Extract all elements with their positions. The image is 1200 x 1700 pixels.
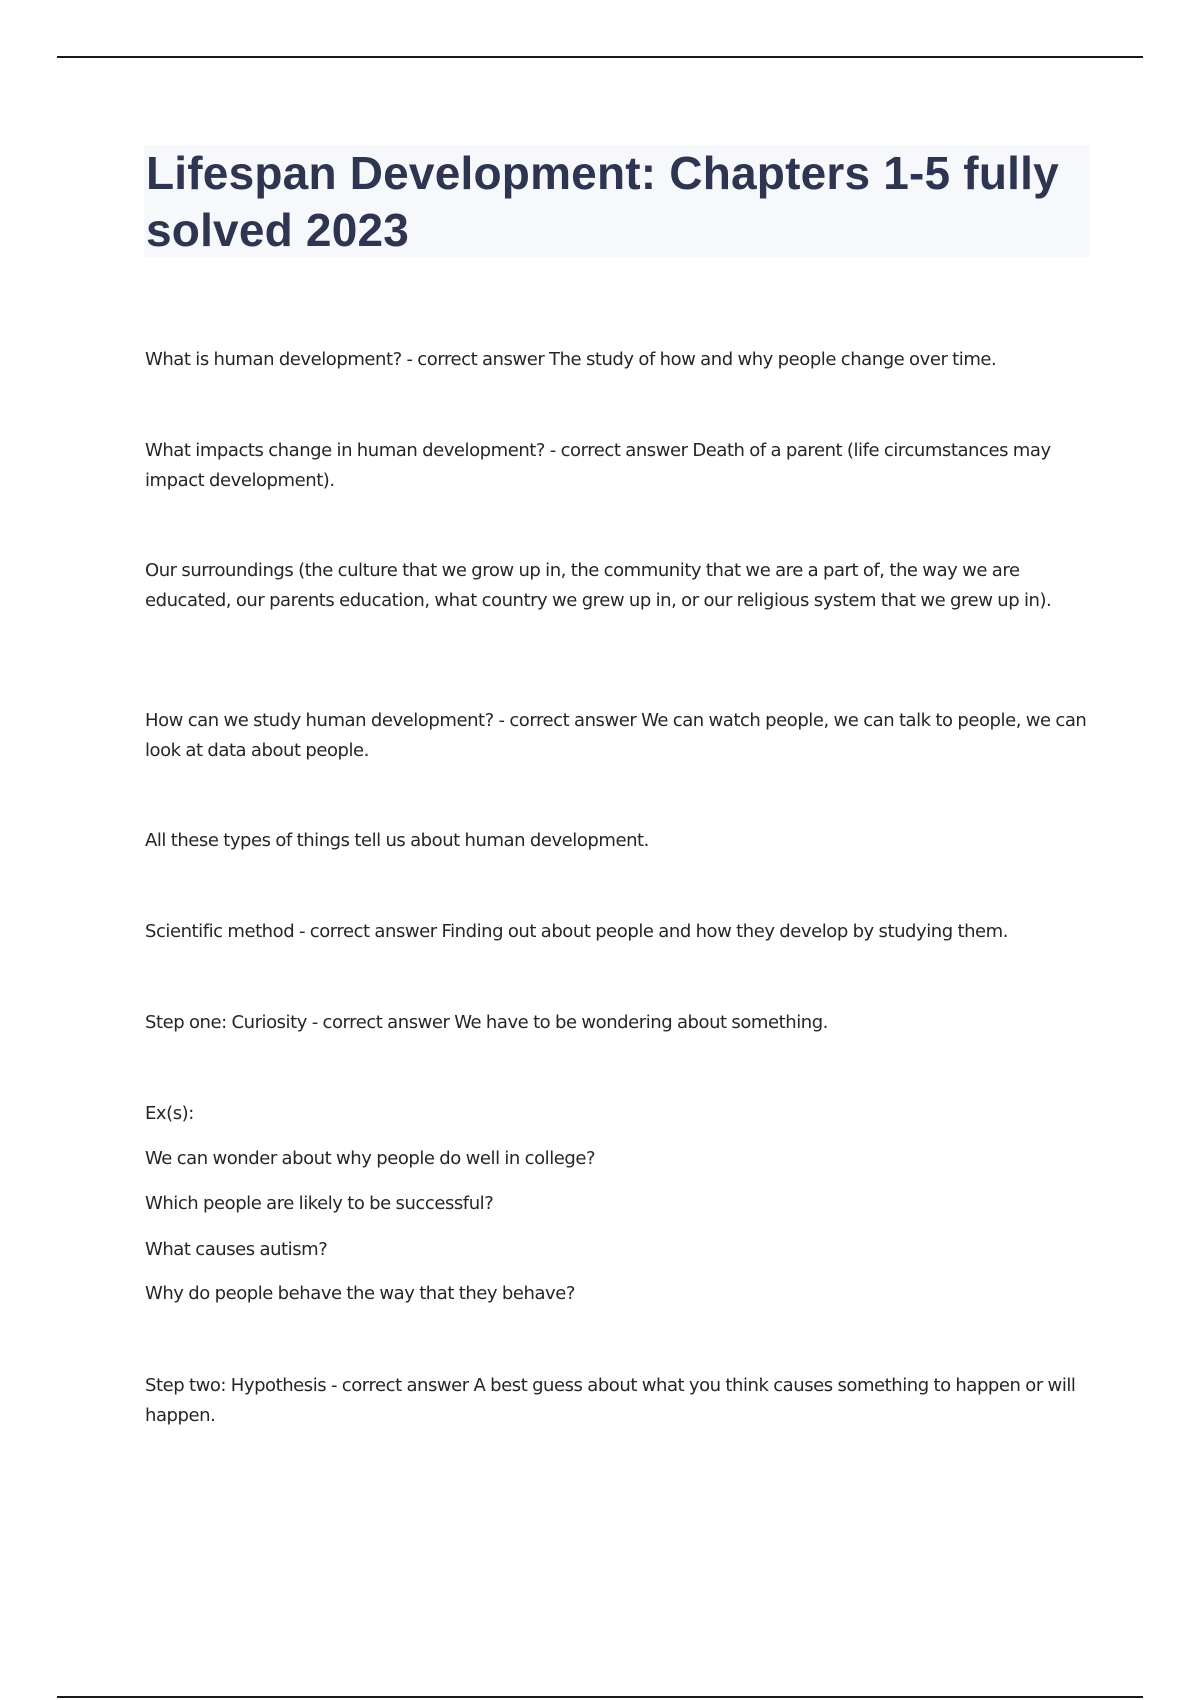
top-rule bbox=[57, 56, 1143, 58]
paragraph-study-development: How can we study human development? - correct answer We can watch people, we can talk to people, we can look at data about people. bbox=[145, 710, 1087, 761]
paragraph-human-development: What is human development? - correct answer The study of how and why people change over time. bbox=[145, 349, 997, 370]
paragraph-surroundings: Our surroundings (the culture that we grow up in, the community that we are a part of, the way we are educated, our parents education, what country we grew up in, or our religious system that we grew up in). bbox=[145, 560, 1052, 611]
list-item-example: What causes autism? bbox=[145, 1239, 328, 1260]
paragraph-step-one: Step one: Curiosity - correct answer We have to be wondering about something. bbox=[145, 1012, 828, 1033]
title-banner bbox=[144, 145, 1090, 257]
list-item-example: Which people are likely to be successful? bbox=[145, 1193, 494, 1214]
list-item-example: Why do people behave the way that they behave? bbox=[145, 1283, 575, 1304]
paragraph-types-of-things: All these types of things tell us about human development. bbox=[145, 830, 649, 851]
bottom-rule bbox=[57, 1696, 1143, 1698]
document-title: Lifespan Development: Chapters 1-5 fully solved 2023 bbox=[146, 147, 1059, 256]
list-item-example: We can wonder about why people do well in college? bbox=[145, 1148, 596, 1169]
paragraph-examples-label: Ex(s): bbox=[145, 1103, 194, 1124]
paragraph-step-two: Step two: Hypothesis - correct answer A best guess about what you think causes something to happen or will happen. bbox=[145, 1375, 1076, 1426]
paragraph-scientific-method: Scientific method - correct answer Finding out about people and how they develop by studying them. bbox=[145, 921, 1009, 942]
paragraph-impacts-change: What impacts change in human development? - correct answer Death of a parent (life circumstances may impact development). bbox=[145, 440, 1051, 491]
